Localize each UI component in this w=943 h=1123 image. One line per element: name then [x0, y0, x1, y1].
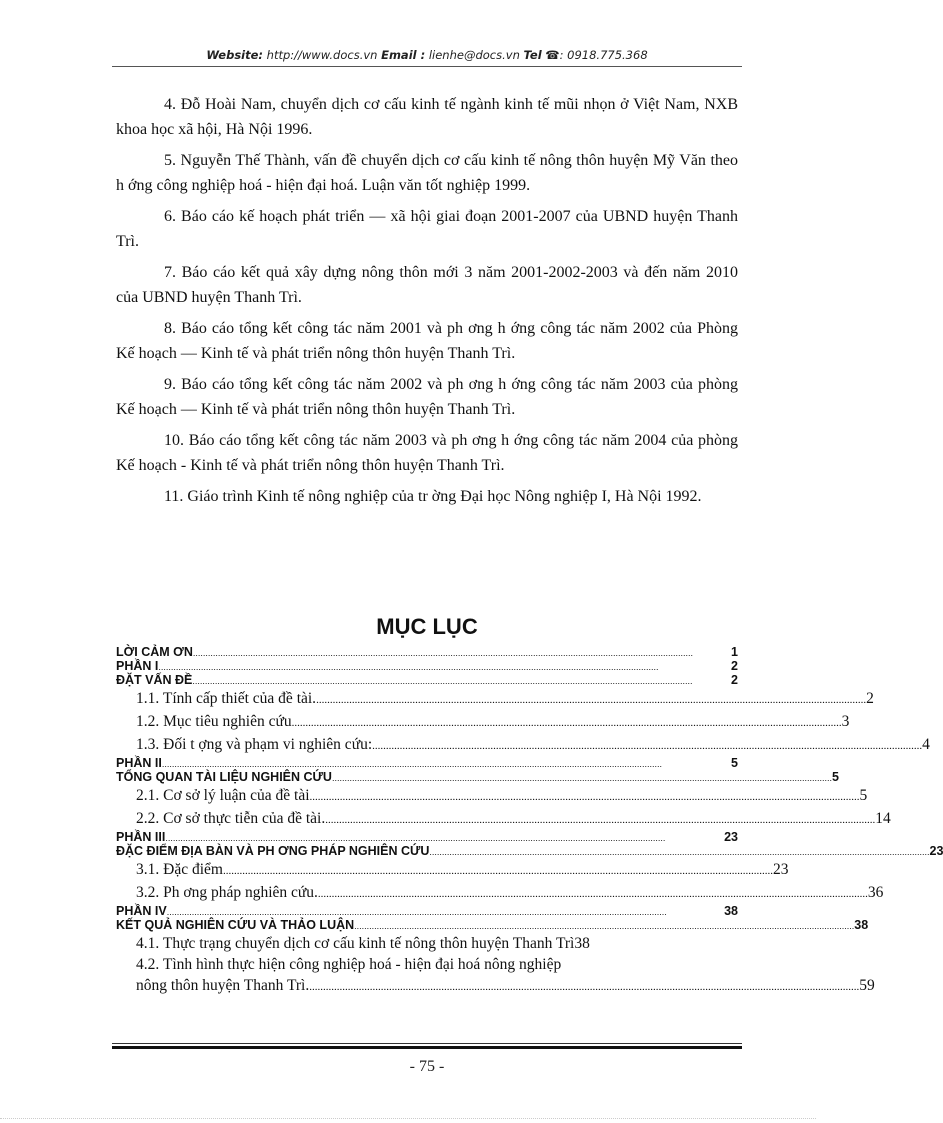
reference-item: 5. Nguyễn Thế Thành, vấn đề chuyển dịch cơ cấu kinh tế nông thôn huyện Mỹ Văn theo h ớng công nghiệp hoá - hiện đại hoá. Luận văn tốt nghiệp 1999.: [116, 152, 738, 194]
toc-leader: ........................................................................................................................................................................................................: [331, 773, 833, 783]
toc-entry-page: 23: [772, 861, 789, 878]
toc-leader: ........................................................................................................................................................................................................: [165, 833, 666, 843]
reference-item: 10. Báo cáo tổng kết công tác năm 2003 và ph ơng h ớng công tác năm 2004 của phòng Kế hoạch - Kinh tế và phát triển nông thôn huyện Thanh Trì.: [116, 432, 738, 474]
toc-leader: ........................................................................................................................................................................................................: [429, 847, 930, 857]
toc-entry-page: 2: [731, 659, 738, 673]
toc-entry[interactable]: [116, 770, 839, 785]
reference-item: 8. Báo cáo tổng kết công tác năm 2001 và ph ơng h ớng công tác năm 2002 của Phòng Kế hoạch — Kinh tế và phát triển nông thôn huyện Thanh Trì.: [116, 320, 738, 362]
reference-item: 7. Báo cáo kết quả xây dựng nông thôn mới 3 năm 2001-2002-2003 và đến năm 2010 của UBND huyện Thanh Trì.: [116, 264, 738, 306]
toc-entry-page: 36: [867, 884, 884, 901]
toc-leader: ........................................................................................................................................................................................................: [291, 717, 842, 729]
toc-leader: ........................................................................................................................................................................................................: [222, 865, 773, 877]
toc-leader: ........................................................................................................................................................................................................: [309, 791, 860, 803]
toc-entry-label: PHẦN II: [116, 756, 162, 770]
page-header: [112, 48, 742, 62]
toc-entry-label: ĐẶT VẤN ĐỀ: [116, 673, 193, 687]
toc-leader: ........................................................................................................................................................................................................: [372, 740, 923, 752]
toc-entry[interactable]: [116, 831, 738, 845]
toc-leader: ........................................................................................................................................................................................................: [192, 676, 693, 686]
email-label: Email :: [381, 48, 426, 62]
footer-divider-thick: [112, 1046, 742, 1049]
toc-leader: ........................................................................................................................................................................................................: [317, 888, 868, 900]
toc-entry[interactable]: [116, 711, 850, 734]
tel-label: Tel: [523, 48, 542, 62]
toc-entry[interactable]: [116, 918, 869, 933]
toc-entry[interactable]: [116, 859, 789, 882]
toc-entry-page: 5: [859, 787, 868, 804]
toc-entry-label: nông thôn huyện Thanh Trì.: [136, 977, 310, 994]
toc-leader: ........................................................................................................................................................................................................: [316, 694, 867, 706]
toc-entry-page: 38: [724, 904, 738, 918]
toc-entry-page: 23: [929, 844, 943, 858]
toc-entry-label: 2.1. Cơ sở lý luận của đề tài: [136, 787, 310, 804]
toc-leader: ........................................................................................................................................................................................................: [325, 814, 876, 826]
tel-number: : 0918.775.368: [559, 48, 648, 62]
header-divider: [112, 66, 742, 67]
toc-entry-label: 4.2. Tình hình thực hiện công nghiệp hoá - hiện đại hoá nông nghiệp: [136, 956, 562, 973]
website-label: Website:: [206, 48, 264, 62]
toc-entry[interactable]: [116, 757, 738, 771]
toc-entry-label: LỜI CẢM ƠN: [116, 645, 193, 659]
toc-entry-page: 2: [731, 673, 738, 687]
website-url[interactable]: http://www.docs.vn: [263, 48, 382, 62]
toc-leader: ........................................................................................................................................................................................................: [166, 907, 667, 917]
toc-entry-page: 38: [574, 935, 590, 952]
phone-icon: ☎: [545, 48, 560, 62]
toc-title: MỤC LỤC: [376, 614, 478, 639]
toc-entry[interactable]: [116, 933, 738, 954]
toc-entry[interactable]: [116, 808, 891, 831]
footer-divider-thin: [112, 1043, 742, 1044]
toc-entry-label: 4.1. Thực trạng chuyển dịch cơ cấu kinh tế nông thôn huyện Thanh Trì: [136, 935, 575, 952]
toc-entry-label: TỔNG QUAN TÀI LIỆU NGHIÊN CỨU: [116, 770, 332, 784]
toc-entry-page: 38: [854, 918, 869, 932]
toc-leader: ........................................................................................................................................................................................................: [309, 981, 860, 993]
toc-entry-page: 5: [832, 770, 839, 784]
toc-entry-label: 3.2. Ph ơng pháp nghiên cứu.: [136, 884, 318, 901]
toc-entry[interactable]: [116, 785, 868, 808]
table-of-contents: [116, 645, 943, 998]
reference-item: 11. Giáo trình Kinh tế nông nghiệp của tr ờng Đại học Nông nghiệp I, Hà Nội 1992.: [164, 488, 702, 505]
toc-entry-label: 2.2. Cơ sở thực tiễn của đề tài.: [136, 810, 326, 827]
toc-entry[interactable]: [116, 660, 738, 674]
toc-entry-page: 5: [731, 756, 738, 770]
toc-entry[interactable]: [116, 674, 738, 688]
toc-entry[interactable]: [116, 844, 943, 859]
toc-entry-label: PHẦN I: [116, 659, 159, 673]
toc-entry-label: ĐẶC ĐIỂM ĐỊA BÀN VÀ PH ƠNG PHÁP NGHIÊN CỨU: [116, 844, 430, 858]
toc-leader: ........................................................................................................................................................................................................: [354, 921, 855, 931]
toc-entry[interactable]: [116, 905, 738, 919]
toc-entry[interactable]: [116, 734, 930, 757]
toc-entry[interactable]: [116, 688, 874, 711]
toc-entry-label: PHẦN IV: [116, 904, 167, 918]
toc-entry-label: 1.2. Mục tiêu nghiên cứu: [136, 713, 292, 730]
toc-entry[interactable]: [116, 975, 875, 998]
toc-entry-page: 3: [841, 713, 850, 730]
toc-leader: ........................................................................................................................................................................................................: [192, 648, 693, 658]
page-number: - 75 -: [409, 1058, 445, 1075]
toc-entry[interactable]: [116, 646, 738, 660]
toc-leader: ........................................................................................................................................................................................................: [158, 662, 659, 672]
toc-entry-page: 14: [875, 810, 891, 827]
toc-entry-label: KẾT QUẢ NGHIÊN CỨU VÀ THẢO LUẬN: [116, 918, 355, 932]
toc-entry-label: 1.3. Đối t ợng và phạm vi nghiên cứu:: [136, 736, 373, 753]
reference-item: 6. Báo cáo kế hoạch phát triển — xã hội giai đoạn 2001-2007 của UBND huyện Thanh Trì.: [116, 208, 738, 250]
toc-entry-page: 2: [866, 690, 874, 707]
reference-item: 4. Đỗ Hoài Nam, chuyển dịch cơ cấu kinh tế ngành kinh tế mũi nhọn ở Việt Nam, NXB khoa học xã hội, Hà Nội 1996.: [116, 96, 738, 138]
reference-list: [116, 92, 738, 515]
reference-item: 9. Báo cáo tổng kết công tác năm 2002 và ph ơng h ớng công tác năm 2003 của phòng Kế hoạch — Kinh tế và phát triển nông thôn huyện Thanh Trì.: [116, 376, 738, 418]
page-edge: [0, 1118, 816, 1119]
email-address[interactable]: lienhe@docs.vn: [425, 48, 524, 62]
toc-entry-page: 23: [724, 830, 738, 844]
toc-entry-label: PHẦN III: [116, 830, 166, 844]
toc-entry-page: 59: [859, 977, 875, 994]
toc-entry-label: 1.1. Tính cấp thiết của đề tài.: [136, 690, 317, 707]
toc-entry[interactable]: [116, 954, 738, 975]
toc-entry[interactable]: [116, 882, 884, 905]
toc-entry-label: 3.1. Đặc điểm: [136, 861, 223, 878]
toc-entry-page: 4: [922, 736, 930, 753]
toc-leader: ........................................................................................................................................................................................................: [161, 759, 662, 769]
toc-entry-page: 1: [731, 645, 738, 659]
